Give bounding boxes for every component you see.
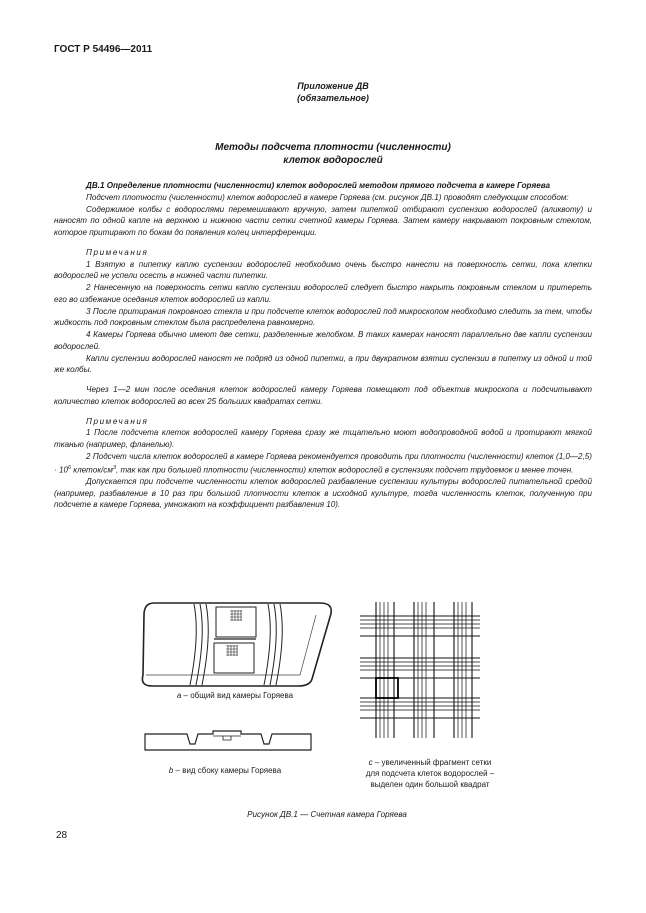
figure-c-caption: c – увеличенный фрагмент сетки для подсчета клеток водорослей – выделен один большой квадрат (365, 758, 495, 789)
appendix-title: Приложение ДВ (297, 81, 369, 91)
section-title-line1: Методы подсчета плотности (численности) (215, 142, 451, 153)
note-item: 1 После подсчета клеток водорослей камеру Горяева сразу же тщательно моют водопроводной водой и протирают мягкой тканью (например, фланелью). (54, 428, 592, 449)
figure-a-caption: a – общий вид камеры Горяева (176, 691, 294, 700)
figure-caption: Рисунок ДВ.1 — Счетная камера Горяева (247, 810, 407, 819)
page-number: 28 (56, 830, 68, 841)
note-item: Капли суспензии водорослей наносят не подряд из одной пипетки, а при двукратном взятии суспензии в пипетку из одной и той же колбы. (54, 353, 592, 375)
notes-heading: Примечания (86, 247, 149, 257)
paragraph: Содержимое колбы с водорослями перемешивают вручную, затем пипеткой отбирают суспензию водорослей (аликвоту) и наносят по одной капле на верхнюю и нижнюю части сетки счетной камеры Горяева. Затем камеру накрывают покровным стеклом, которое притирают по бокам до появления колец интерференции. (54, 204, 592, 237)
document-header: ГОСТ Р 54496—2011 (54, 44, 153, 55)
subsection-heading: ДВ.1 Определение плотности (численности) клеток водорослей методом прямого подсчета в камере Горяева (86, 181, 551, 190)
chamber-general-view (140, 595, 340, 690)
note-item: 3 После притирания покровного стекла и при подсчете клеток водорослей под микроскопом необходимо следить за тем, чтобы жидкость под покровным стеклом была распределена равномерно. (54, 306, 592, 328)
paragraph: Допускается при подсчете численности клеток водорослей разбавление суспензии культуры водорослей питательной средой (например, разбавление в 10 раз при большой плотности клеток в исходной культуре, тогда численность клеток, полученную при подсчете в камере Горяева, умножают на коэффициент разбавления 10). (54, 476, 592, 510)
appendix-status: (обязательное) (297, 93, 369, 103)
grid-fragment (360, 602, 480, 738)
paragraph: Подсчет плотности (численности) клеток водорослей в камере Горяева (см. рисунок ДВ.1) проводят следующим способом: (86, 192, 569, 202)
note-item: 2 Подсчет числа клеток водорослей в камере Горяева рекомендуется проводить при плотности (численности) клеток (1,0—2,5) · $10^6$ клеток/$см^3$, так как при большей плотности (численности) клеток водорослей в суспензиях подсчет трудоемок и менее точен. (54, 451, 592, 475)
main-text (54, 180, 592, 511)
chamber-side-view (143, 730, 313, 752)
note-item: 1 Взятую в пипетку каплю суспензии водорослей необходимо очень быстро нанести на поверхность сетки, пока клетки водорослей не успели осесть в нижней части пипетки. (54, 259, 592, 281)
paragraph: Через 1—2 мин после оседания клеток водорослей камеру Горяева помещают под объектив микроскопа и подсчитывают количество клеток водорослей во всех 25 больших квадратах сетки. (54, 385, 592, 406)
note-item: 4 Камеры Горяева обычно имеют две сетки, разделенные желобком. В таких камерах наносят параллельно две капли суспензии водорослей. (54, 330, 592, 351)
notes-heading: Примечания (86, 416, 149, 426)
figure-b-caption: b – вид сбоку камеры Горяева (168, 766, 282, 775)
note-item: 2 Нанесенную на поверхность сетки каплю суспензии водорослей следует быстро накрыть покровным стеклом и притереть его во избежание оседания клеток водорослей из капли. (54, 283, 592, 304)
section-title-line2: клеток водорослей (283, 155, 383, 166)
